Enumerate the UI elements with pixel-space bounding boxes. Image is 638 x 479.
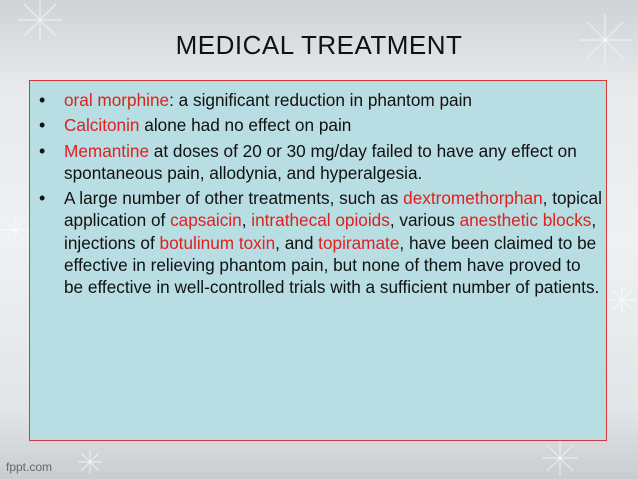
bullet-item (30, 114, 608, 136)
bullet-text: , various (389, 210, 460, 231)
highlighted-term: intrathecal opioids (251, 210, 390, 231)
bullet-dot-icon: • (39, 115, 46, 136)
bullet-text: , injections of (64, 210, 597, 253)
bullet-text: , (241, 210, 252, 231)
bullet-text: , have been claimed to be effective in relieving phantom pain, but none of them have proved to be effective in well-controlled trials with a sufficient number of patients. (64, 232, 600, 298)
content-box (29, 80, 607, 441)
bullet-text: : a significant reduction in phantom pain (169, 90, 472, 110)
bullet-list (30, 89, 608, 302)
highlighted-term: capsaicin (170, 210, 242, 231)
highlighted-term: dextromethorphan (403, 188, 543, 209)
highlighted-term: Memantine (64, 140, 150, 161)
bullet-item (30, 89, 608, 111)
footer-watermark: fppt.com (6, 460, 53, 474)
bullet-dot-icon: • (39, 188, 46, 209)
bullet-dot-icon: • (39, 90, 46, 110)
bullet-item (30, 140, 608, 185)
bullet-dot-icon: • (39, 140, 46, 161)
bullet-text: , topical application of (64, 188, 602, 231)
bullet-text: , and (275, 232, 319, 253)
highlighted-term: topiramate (318, 232, 400, 253)
bullet-item (30, 187, 608, 298)
slide-title: MEDICAL TREATMENT (175, 30, 463, 60)
bullet-text: at doses of 20 or 30 mg/day failed to have any effect on spontaneous pain, allodynia, and hyperalgesia. (64, 140, 577, 183)
highlighted-term: oral morphine (64, 90, 170, 110)
highlighted-term: Calcitonin (64, 115, 140, 136)
highlighted-term: anesthetic blocks (459, 210, 592, 231)
highlighted-term: botulinum toxin (159, 232, 276, 253)
bullet-text: A large number of other treatments, such as (64, 188, 404, 209)
bullet-text: alone had no effect on pain (139, 115, 352, 136)
